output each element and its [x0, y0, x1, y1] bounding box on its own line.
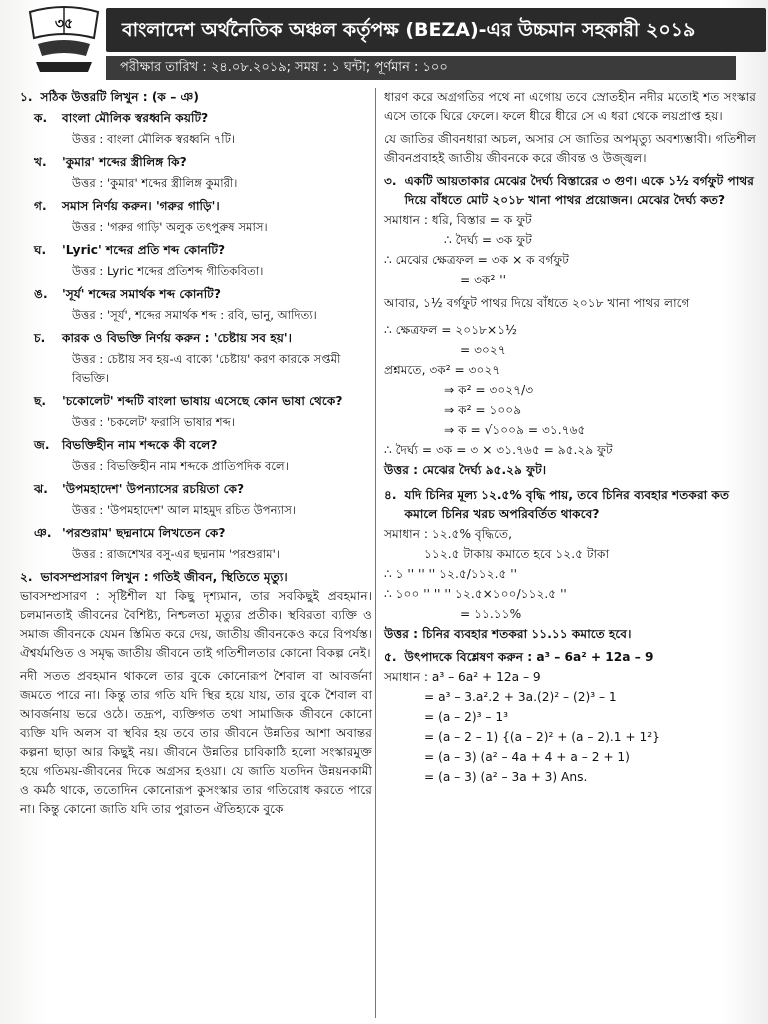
solution-line: = ৩ক² ''	[460, 273, 506, 287]
sub-label: ছ.	[34, 394, 47, 408]
sub-label: খ.	[34, 155, 47, 169]
answer: উত্তর : 'সূর্য', শব্দের সমার্থক শব্দ : রবি, ভানু, আদিত্য।	[72, 308, 317, 322]
question-2	[20, 568, 372, 587]
column-divider	[375, 88, 376, 1018]
solution-line: ∴ মেঝের ক্ষেত্রফল = ৩ক × ক বর্গফুট	[384, 253, 569, 267]
solution-line: ১১২.৫ টাকায় কমাতে হবে ১২.৫ টাকা	[424, 547, 610, 561]
solution-line: = ৩০২৭	[460, 343, 506, 357]
answer-line: উত্তর : চিনির ব্যবহার শতকরা ১১.১১ কমাতে হবে।	[384, 627, 632, 641]
sub-question	[34, 329, 372, 348]
question-text: যদি চিনির মূল্য ১২.৫% বৃদ্ধি পায়, তবে চিনির ব্যবহার শতকরা কত কমালে চিনির খরচ অপরিবর্তিত থাকবে?	[404, 488, 730, 521]
question-number: ১.	[20, 90, 33, 104]
essay-paragraph-continued: ধারণ করে অগ্রগতির পথে না এগোয় তবে স্রোতহীন নদীর মতোই শত সংস্কার এসে তাকে ঘিরে ফেলে। ফলে ধীরে ধীরে সে এ ধরা থেকে লয়প্রাপ্ত হয়।	[384, 90, 756, 123]
solution-line: সমাধান : a³ – 6a² + 12a – 9	[384, 670, 541, 684]
answer: উত্তর : 'চকলেট' ফরাসি ভাষার শব্দ।	[72, 415, 235, 429]
solution-line: ⇒ ক = √১০০৯ = ৩১.৭৬৫	[444, 423, 586, 437]
header-badge: ৩৫	[54, 16, 74, 32]
solution-line: = a³ – 3.a².2 + 3a.(2)² – (2)³ – 1	[424, 690, 617, 704]
sub-question-text: সমাস নির্ণয় করুন। 'গরুর গাড়ি'।	[62, 199, 220, 213]
sub-label: ঞ.	[34, 526, 52, 540]
question-1	[20, 88, 372, 107]
sub-label: চ.	[34, 331, 46, 345]
answer-line: উত্তর : মেঝের দৈর্ঘ্য ৯৫.২৯ ফুট।	[384, 463, 547, 477]
solution-line: = (a – 3) (a² – 3a + 3) Ans.	[424, 770, 588, 784]
solution-line: সমাধান : ধরি, বিস্তার = ক ফুট	[384, 213, 532, 227]
sub-label: ঘ.	[34, 243, 47, 257]
question-text: সঠিক উত্তরটি লিখুন : (ক – ঞ)	[40, 90, 199, 104]
question-5	[384, 648, 756, 667]
sub-question	[34, 241, 372, 260]
solution-line: ⇒ ক² = ১০০৯	[444, 403, 522, 417]
sub-question	[34, 153, 372, 172]
sub-question	[34, 436, 372, 455]
question-4	[384, 486, 756, 524]
essay-paragraph-continued: যে জাতির জীবনধারা অচল, অসার সে জাতির অপমৃত্যু অবশ্যম্ভাবী। গতিশীল জীবনপ্রবাহই জাতীয় জীবনকে করে জীবন্ত ও উজ্জ্বল।	[384, 132, 756, 165]
answer: উত্তর : 'গরুর গাড়ি' অলুক তৎপুরুষ সমাস।	[72, 220, 268, 234]
sub-question	[34, 480, 372, 499]
solution-line: = (a – 3) (a² – 4a + 4 + a – 2 + 1)	[424, 750, 630, 764]
solution-line: = ১১.১১%	[460, 607, 522, 621]
solution-line: ∴ ১ '' '' '' ১২.৫/১১২.৫ ''	[384, 567, 517, 581]
sub-question-text: 'সূর্য' শব্দের সমার্থক শব্দ কোনটি?	[62, 287, 221, 301]
solution-line: ∴ ১০০ '' '' '' ১২.৫×১০০/১১২.৫ ''	[384, 587, 567, 601]
sub-question-text: বিভক্তিহীন নাম শব্দকে কী বলে?	[62, 438, 218, 452]
sub-question-text: 'Lyric' শব্দের প্রতি শব্দ কোনটি?	[62, 243, 226, 257]
exam-title: বাংলাদেশ অর্থনৈতিক অঞ্চল কর্তৃপক্ষ (BEZA)-এর উচ্চমান সহকারী ২০১৯	[106, 8, 766, 52]
essay-paragraph: ভাবসম্প্রসারণ : সৃষ্টিশীল যা কিছু দৃশ্যমান, তার সবকিছুই প্রবহমান। চলমানতাই জীবনের বৈশিষ্ট্য, নিশ্চলতা মৃত্যুর প্রতীক। স্থবিরতা ব্যক্তি ও সমাজ জীবনকে যেমন স্তিমিত করে দেয়, জাতীয় জীবনকেও করে বিপর্যস্ত। ঐশ্বর্যমণ্ডিত ও সমৃদ্ধ জাতীয় জীবনে তাই গতিশীলতার কোনো বিকল্প নেই।	[20, 589, 372, 660]
sub-question-text: 'পরশুরাম' ছদ্মনামে লিখতেন কে?	[62, 526, 226, 540]
solution-line: ⇒ ক² = ৩০২৭/৩	[444, 383, 534, 397]
sub-question-text: কারক ও বিভক্তি নির্ণয় করুন : 'চেষ্টায় সব হয়'।	[62, 331, 292, 345]
answer: উত্তর : চেষ্টায় সব হয়-এ বাক্যে 'চেষ্টায়' করণ কারকে সপ্তমী বিভক্তি।	[72, 352, 341, 385]
sub-question-text: 'উপমহাদেশ' উপন্যাসের রচয়িতা কে?	[62, 482, 245, 496]
sub-label: জ.	[34, 438, 50, 452]
book-logo-icon	[24, 4, 104, 80]
sub-question-text: বাংলা মৌলিক স্বরধ্বনি কয়টি?	[62, 111, 209, 125]
question-number: ২.	[20, 570, 33, 584]
solution-line: = (a – 2)³ – 1³	[424, 710, 509, 724]
question-number: ৪.	[384, 488, 397, 502]
answer: উত্তর : 'কুমার' শব্দের স্ত্রীলিঙ্গ কুমারী।	[72, 176, 238, 190]
sub-question	[34, 392, 372, 411]
solution-line: ∴ দৈর্ঘ্য = ৩ক ফুট	[444, 233, 532, 247]
solution-line: ∴ দৈর্ঘ্য = ৩ক = ৩ × ৩১.৭৬৫ = ৯৫.২৯ ফুট	[384, 443, 613, 457]
left-column	[20, 88, 372, 819]
sub-question-text: 'কুমার' শব্দের স্ত্রীলিঙ্গ কি?	[62, 155, 187, 169]
question-text: ভাবসম্প্রসারণ লিখুন : গতিই জীবন, স্থিতিতে মৃত্যু।	[40, 570, 288, 584]
sub-question	[34, 285, 372, 304]
sub-label: ঙ.	[34, 287, 48, 301]
solution-line: প্রশ্নমতে, ৩ক² = ৩০২৭	[384, 363, 501, 377]
answer: উত্তর : বিভক্তিহীন নাম শব্দকে প্রাতিপদিক বলে।	[72, 459, 289, 473]
sub-label: ক.	[34, 111, 48, 125]
solution-line: সমাধান : ১২.৫% বৃদ্ধিতে,	[384, 527, 513, 541]
answer: উত্তর : বাংলা মৌলিক স্বরধ্বনি ৭টি।	[72, 132, 236, 146]
sub-question	[34, 109, 372, 128]
sub-question	[34, 524, 372, 543]
question-text: একটি আয়তাকার মেঝের দৈর্ঘ্য বিস্তারের ৩ গুণ। একে ১½ বর্গফুট পাথর দিয়ে বাঁধতে মোট ২০১৮ খানা পাথর প্রয়োজন। মেঝের দৈর্ঘ্য কত?	[404, 174, 754, 207]
question-3	[384, 172, 756, 210]
solution-line: আবার, ১½ বর্গফুট পাথর দিয়ে বাঁধতে ২০১৮ খানা পাথর লাগে	[384, 296, 690, 310]
solution-line: = (a – 2 – 1) {(a – 2)² + (a – 2).1 + 1²}	[424, 730, 660, 744]
answer: উত্তর : Lyric শব্দের প্রতিশব্দ গীতিকবিতা।	[72, 264, 264, 278]
right-column	[384, 88, 756, 788]
sub-question-text: 'চকোলেট' শব্দটি বাংলা ভাষায় এসেছে কোন ভাষা থেকে?	[62, 394, 343, 408]
answer: উত্তর : রাজশেখর বসু-এর ছদ্মনাম 'পরশুরাম'।	[72, 547, 280, 561]
sub-label: গ.	[34, 199, 47, 213]
exam-info: পরীক্ষার তারিখ : ২৪.০৮.২০১৯; সময় : ১ ঘন্টা; পূর্ণমান : ১০০	[106, 56, 736, 80]
sub-question	[34, 197, 372, 216]
essay-paragraph: নদী সতত প্রবহমান থাকলে তার বুকে কোনোরূপ শৈবাল বা আবর্জনা জমতে পারে না। কিন্তু তার গতি যদি স্থির হয়ে যায়, তার বুকে শৈবাল বা আবর্জনায় ভরে ওঠে। তদ্রূপ, ব্যক্তিগত তথা সামাজিক জীবনে কোনো ব্যক্তি যদি অলস বা স্থবির হয় তবে তার জীবনে উন্নতির আশা অবান্তর কল্পনা ছাড়া আর কিছুই নয়। জীবনে উন্নতির চাবিকাঠি হলো সংস্কারমুক্ত হয়ে গতিময়-জীবনের দিকে অগ্রসর হওয়া। যে জাতি যতদিন উন্নয়নকামী ও কর্মঠ থাকে, ততোদিন কোনোরূপ কুসংস্কার তার গতিরোধ করতে পারে না। কিন্তু কোনো জাতি যদি তার পুরাতন ঐতিহ্যকে বুকে	[20, 669, 372, 816]
header	[22, 2, 766, 82]
solution-line: ∴ ক্ষেত্রফল = ২০১৮×১½	[384, 323, 517, 337]
question-text: উৎপাদকে বিশ্লেষণ করুন : a³ – 6a² + 12a – 9	[404, 650, 654, 664]
question-number: ৫.	[384, 650, 397, 664]
answer: উত্তর : 'উপমহাদেশ' আল মাহমুদ রচিত উপন্যাস।	[72, 503, 297, 517]
sub-label: ঝ.	[34, 482, 48, 496]
question-number: ৩.	[384, 174, 397, 188]
